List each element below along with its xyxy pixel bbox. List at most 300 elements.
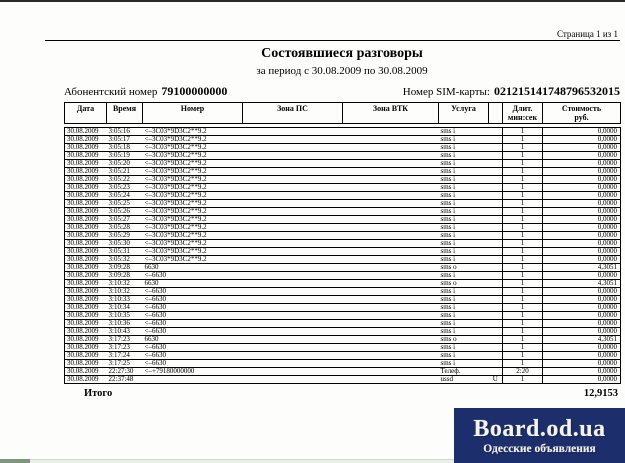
cell-c-cost: 0,0000: [543, 256, 621, 264]
cell-c-flag: [489, 272, 503, 280]
cell-c-date: 30.08.2009: [67, 223, 99, 232]
cell-c-number: <–3C03*9D3C2**9.2: [144, 135, 207, 144]
cell-c-flag: [489, 208, 503, 216]
cell-c-flag: [489, 176, 503, 184]
cell-c-flag: [489, 368, 503, 376]
cell-c-ps: [243, 296, 343, 304]
cell-c-cost: 0,0000: [543, 320, 621, 328]
cell-c-dur: 1: [503, 152, 543, 160]
cell-c-number: <–3C03*9D3C2**9.2: [144, 159, 207, 168]
cell-c-ps: [243, 288, 343, 296]
cell-c-ps: [243, 160, 343, 168]
cell-c-dur: 1: [503, 264, 543, 272]
table-row: [65, 272, 621, 280]
cell-c-vtk: [343, 360, 439, 368]
cell-c-number: <–3C03*9D3C2**9.2: [144, 191, 207, 200]
cell-c-service: sms i: [440, 359, 456, 368]
cell-c-dur: 1: [503, 216, 543, 224]
cell-c-cost: 0,0000: [543, 232, 621, 240]
cell-c-ps: [243, 344, 343, 352]
cell-c-time: 3:05:29: [108, 231, 130, 240]
cell-c-ps: [243, 176, 343, 184]
cell-c-ps: [243, 232, 343, 240]
cell-c-time: 3:17:25: [108, 359, 130, 368]
cell-c-date: 30.08.2009: [67, 143, 99, 152]
cell-c-service: sms i: [440, 215, 456, 224]
cell-c-dur: 1: [503, 256, 543, 264]
cell-c-cost: 4,3051: [543, 264, 621, 272]
cell-c-time: 3:05:32: [108, 255, 130, 264]
cell-c-time: 3:09:28: [108, 271, 130, 280]
cell-c-number: <–3C03*9D3C2**9.2: [144, 231, 207, 240]
cell-c-ps: [243, 328, 343, 336]
cell-c-dur: 1: [503, 224, 543, 232]
cell-c-cost: 0,0000: [543, 376, 621, 384]
cell-c-service: sms i: [440, 135, 456, 144]
cell-c-ps: [243, 312, 343, 320]
cell-c-flag: [489, 128, 503, 136]
cell-c-ps: [243, 272, 343, 280]
cell-c-service: sms i: [440, 239, 456, 248]
table-row: [65, 216, 621, 224]
cell-c-number: <–3C03*9D3C2**9.2: [144, 127, 207, 136]
cell-c-number: <–3C03*9D3C2**9.2: [144, 199, 207, 208]
cell-c-time: 3:05:16: [108, 127, 130, 136]
cell-c-dur: 1: [503, 240, 543, 248]
cell-c-dur: 1: [503, 208, 543, 216]
subscriber-number-group: [64, 84, 227, 99]
cell-c-flag: [489, 216, 503, 224]
cell-c-vtk: [343, 184, 439, 192]
cell-c-cost: 0,0000: [543, 360, 621, 368]
cell-c-cost: 0,0000: [543, 368, 621, 376]
cell-c-ps: [243, 136, 343, 144]
totals-value: 12,9153: [583, 388, 618, 400]
cell-c-dur: 1: [503, 128, 543, 136]
cell-c-vtk: [343, 208, 439, 216]
cell-c-dur: 1: [503, 320, 543, 328]
cell-c-dur: 1: [503, 168, 543, 176]
cell-c-dur: 1: [503, 272, 543, 280]
calls-table: [64, 127, 621, 384]
page-number: Страница 1 из 1: [557, 29, 618, 39]
cell-c-flag: [489, 256, 503, 264]
cell-c-dur: 1: [503, 232, 543, 240]
cell-c-ps: [243, 200, 343, 208]
cell-c-cost: 0,0000: [543, 272, 621, 280]
cell-c-date: 30.08.2009: [67, 279, 99, 288]
cell-c-number: <–3C03*9D3C2**9.2: [144, 223, 207, 232]
cell-c-vtk: [343, 352, 439, 360]
header-rule: [45, 40, 620, 41]
cell-c-date: 30.08.2009: [67, 175, 99, 184]
cell-c-number: <–6630: [144, 359, 166, 368]
cell-c-ps: [243, 152, 343, 160]
cell-c-flag: [489, 312, 503, 320]
cell-c-vtk: [343, 192, 439, 200]
cell-c-service: sms i: [440, 351, 456, 360]
cell-c-time: 3:10:32: [108, 287, 130, 296]
sim-number-group: [403, 84, 620, 99]
cell-c-flag: [489, 248, 503, 256]
cell-c-time: 3:10:36: [108, 319, 130, 328]
cell-c-time: 3:17:23: [108, 335, 130, 344]
cell-c-cost: 0,0000: [543, 304, 621, 312]
cell-c-time: 3:10:32: [108, 279, 130, 288]
cell-c-service: sms i: [440, 199, 456, 208]
cell-c-service: sms i: [440, 127, 456, 136]
cell-c-ps: [243, 184, 343, 192]
cell-c-date: 30.08.2009: [67, 239, 99, 248]
cell-c-date: 30.08.2009: [67, 159, 99, 168]
cell-c-dur: 1: [503, 280, 543, 288]
table-row: [65, 168, 621, 176]
account-line: [64, 84, 620, 99]
cell-c-time: 22:37:48: [108, 375, 134, 384]
cell-c-vtk: [343, 200, 439, 208]
cell-c-service: sms i: [440, 255, 456, 264]
cell-c-vtk: [343, 344, 439, 352]
cell-c-vtk: [343, 136, 439, 144]
cell-c-date: 30.08.2009: [67, 263, 99, 272]
table-row: [65, 376, 621, 384]
cell-c-service: sms i: [440, 167, 456, 176]
cell-c-date: 30.08.2009: [67, 327, 99, 336]
cell-c-vtk: [343, 216, 439, 224]
cell-c-service: sms o: [440, 263, 457, 272]
cell-c-dur: 1: [503, 160, 543, 168]
cell-c-number: <–3C03*9D3C2**9.2: [144, 255, 207, 264]
cell-c-time: 3:05:25: [108, 199, 130, 208]
cell-c-ps: [243, 192, 343, 200]
column-header-c-dur: Длит. мин:сек: [503, 103, 543, 124]
cell-c-dur: 1: [503, 304, 543, 312]
cell-c-number: <–+79180000000: [144, 367, 195, 376]
cell-c-date: 30.08.2009: [67, 135, 99, 144]
cell-c-date: 30.08.2009: [67, 151, 99, 160]
cell-c-date: 30.08.2009: [67, 367, 99, 376]
cell-c-service: sms i: [440, 143, 456, 152]
cell-c-time: 3:10:34: [108, 303, 130, 312]
table-row: [65, 200, 621, 208]
cell-c-date: 30.08.2009: [67, 287, 99, 296]
cell-c-date: 30.08.2009: [67, 199, 99, 208]
cell-c-flag: [489, 336, 503, 344]
cell-c-flag: [489, 328, 503, 336]
call-rows: [65, 128, 621, 384]
cell-c-service: sms i: [440, 231, 456, 240]
cell-c-time: 3:09:28: [108, 263, 130, 272]
table-row: [65, 184, 621, 192]
cell-c-date: 30.08.2009: [67, 167, 99, 176]
table-row: [65, 136, 621, 144]
cell-c-dur: 1: [503, 328, 543, 336]
cell-c-cost: 0,0000: [543, 128, 621, 136]
cell-c-ps: [243, 256, 343, 264]
cell-c-flag: [489, 280, 503, 288]
cell-c-number: 6630: [144, 335, 159, 344]
cell-c-dur: 1: [503, 296, 543, 304]
cell-c-service: sms i: [440, 287, 456, 296]
column-header-c-service: Услуга: [439, 103, 489, 124]
cell-c-cost: 0,0000: [543, 200, 621, 208]
cell-c-dur: 1: [503, 176, 543, 184]
cell-c-ps: [243, 264, 343, 272]
cell-c-vtk: [343, 336, 439, 344]
cell-c-dur: 1: [503, 312, 543, 320]
cell-c-vtk: [343, 128, 439, 136]
cell-c-service: sms i: [440, 311, 456, 320]
cell-c-service: Телеф.: [440, 367, 461, 376]
table-row: [65, 280, 621, 288]
cell-c-service: sms i: [440, 303, 456, 312]
cell-c-flag: [489, 288, 503, 296]
cell-c-time: 22:27:30: [108, 367, 134, 376]
calls-table-header: [64, 102, 621, 124]
cell-c-service: sms i: [440, 327, 456, 336]
cell-c-date: 30.08.2009: [67, 231, 99, 240]
cell-c-date: 30.08.2009: [67, 375, 99, 384]
table-row: [65, 128, 621, 136]
sim-number-value: 021215141748796532015: [494, 84, 620, 98]
cell-c-vtk: [343, 144, 439, 152]
cell-c-dur: 1: [503, 344, 543, 352]
report-period: за период с 30.08.2009 по 30.08.2009: [256, 65, 428, 77]
cell-c-cost: 0,0000: [543, 208, 621, 216]
cell-c-time: 3:05:19: [108, 151, 130, 160]
cell-c-flag: [489, 144, 503, 152]
cell-c-vtk: [343, 152, 439, 160]
cell-c-service: sms i: [440, 319, 456, 328]
table-row: [65, 360, 621, 368]
table-row: [65, 328, 621, 336]
cell-c-number: <–6630: [144, 319, 166, 328]
cell-c-cost: 0,0000: [543, 176, 621, 184]
cell-c-cost: 0,0000: [543, 184, 621, 192]
table-row: [65, 248, 621, 256]
cell-c-service: sms i: [440, 151, 456, 160]
cell-c-service: sms i: [440, 191, 456, 200]
cell-c-vtk: [343, 320, 439, 328]
cell-c-vtk: [343, 224, 439, 232]
cell-c-service: sms i: [440, 295, 456, 304]
table-row: [65, 176, 621, 184]
watermark-brand[interactable]: Board.od.ua: [473, 416, 606, 443]
cell-c-date: 30.08.2009: [67, 343, 99, 352]
table-row: [65, 304, 621, 312]
cell-c-cost: 0,0000: [543, 240, 621, 248]
report-sheet: [64, 2, 620, 399]
cell-c-date: 30.08.2009: [67, 359, 99, 368]
cell-c-cost: 0,0000: [543, 328, 621, 336]
cell-c-time: 3:17:23: [108, 343, 130, 352]
table-row: [65, 152, 621, 160]
cell-c-flag: [489, 192, 503, 200]
bottom-strip: [0, 459, 456, 463]
cell-c-number: <–3C03*9D3C2**9.2: [144, 143, 207, 152]
cell-c-time: 3:10:35: [108, 311, 130, 320]
cell-c-cost: 0,0000: [543, 344, 621, 352]
cell-c-flag: [489, 344, 503, 352]
cell-c-service: sms i: [440, 271, 456, 280]
table-row: [65, 336, 621, 344]
cell-c-time: 3:05:31: [108, 247, 130, 256]
cell-c-ps: [243, 360, 343, 368]
cell-c-flag: [489, 224, 503, 232]
column-header-row: [65, 103, 621, 124]
cell-c-number: <–6630: [144, 351, 166, 360]
watermark-banner[interactable]: [454, 408, 625, 463]
cell-c-date: 30.08.2009: [67, 183, 99, 192]
cell-c-cost: 0,0000: [543, 224, 621, 232]
cell-c-number: <–3C03*9D3C2**9.2: [144, 207, 207, 216]
cell-c-vtk: [343, 280, 439, 288]
cell-c-date: 30.08.2009: [67, 247, 99, 256]
cell-c-date: 30.08.2009: [67, 311, 99, 320]
table-row: [65, 288, 621, 296]
cell-c-flag: [489, 184, 503, 192]
cell-c-flag: [489, 232, 503, 240]
cell-c-vtk: [343, 304, 439, 312]
cell-c-dur: 1: [503, 192, 543, 200]
cell-c-cost: 0,0000: [543, 312, 621, 320]
cell-c-time: 3:05:22: [108, 175, 130, 184]
cell-c-service: sms i: [440, 183, 456, 192]
cell-c-cost: 0,0000: [543, 216, 621, 224]
cell-c-date: 30.08.2009: [67, 207, 99, 216]
cell-c-date: 30.08.2009: [67, 295, 99, 304]
column-header-c-vtk: Зона ВТК: [343, 103, 439, 124]
cell-c-flag: [489, 160, 503, 168]
table-row: [65, 320, 621, 328]
cell-c-number: <–3C03*9D3C2**9.2: [144, 239, 207, 248]
cell-c-time: 3:17:24: [108, 351, 130, 360]
table-row: [65, 160, 621, 168]
cell-c-vtk: [343, 264, 439, 272]
cell-c-vtk: [343, 232, 439, 240]
sim-number-label: Номер SIM-карты:: [402, 86, 490, 98]
cell-c-ps: [243, 216, 343, 224]
cell-c-flag: [489, 152, 503, 160]
cell-c-date: 30.08.2009: [67, 127, 99, 136]
table-row: [65, 208, 621, 216]
cell-c-date: 30.08.2009: [67, 255, 99, 264]
table-row: [65, 232, 621, 240]
cell-c-number: <–6630: [144, 327, 166, 336]
cell-c-number: <–6630: [144, 271, 166, 280]
report-title: Состоявшиеся разговоры: [261, 46, 423, 61]
cell-c-dur: 2:20: [503, 368, 543, 376]
cell-c-time: 3:05:17: [108, 135, 130, 144]
table-row: [65, 264, 621, 272]
cell-c-cost: 0,0000: [543, 136, 621, 144]
cell-c-cost: 0,0000: [543, 192, 621, 200]
cell-c-cost: 0,0000: [543, 160, 621, 168]
cell-c-vtk: [343, 296, 439, 304]
cell-c-service: sms i: [440, 343, 456, 352]
table-row: [65, 192, 621, 200]
cell-c-dur: 1: [503, 360, 543, 368]
cell-c-dur: 1: [503, 144, 543, 152]
cell-c-vtk: [343, 176, 439, 184]
cell-c-service: sms o: [440, 335, 457, 344]
cell-c-ps: [243, 352, 343, 360]
cell-c-vtk: [343, 312, 439, 320]
cell-c-time: 3:10:33: [108, 295, 130, 304]
cell-c-number: <–3C03*9D3C2**9.2: [144, 183, 207, 192]
cell-c-number: <–3C03*9D3C2**9.2: [144, 167, 207, 176]
cell-c-cost: 0,0000: [543, 152, 621, 160]
cell-c-vtk: [343, 160, 439, 168]
watermark-tagline: Одесские объявления: [483, 443, 596, 456]
cell-c-number: <–6630: [144, 343, 166, 352]
cell-c-ps: [243, 336, 343, 344]
cell-c-dur: 1: [503, 336, 543, 344]
cell-c-vtk: [343, 256, 439, 264]
cell-c-dur: 1: [503, 200, 543, 208]
cell-c-service: ussd: [440, 375, 453, 384]
table-row: [65, 256, 621, 264]
cell-c-number: <–6630: [144, 287, 166, 296]
cell-c-flag: [489, 320, 503, 328]
cell-c-cost: 0,0000: [543, 168, 621, 176]
column-header-c-cost: Стоимость руб.: [543, 103, 621, 124]
cell-c-time: 3:05:24: [108, 191, 130, 200]
cell-c-number: <–3C03*9D3C2**9.2: [144, 247, 207, 256]
subscriber-number-value: 79100000000: [161, 84, 228, 98]
cell-c-flag: [489, 352, 503, 360]
table-row: [65, 296, 621, 304]
totals-line: [64, 388, 620, 399]
cell-c-number: <–6630: [144, 311, 166, 320]
cell-c-flag: [489, 360, 503, 368]
column-header-c-flag: [489, 103, 503, 124]
column-header-c-time: Время: [107, 103, 143, 124]
cell-c-number: <–3C03*9D3C2**9.2: [144, 215, 207, 224]
cell-c-date: 30.08.2009: [67, 319, 99, 328]
cell-c-flag: [489, 136, 503, 144]
cell-c-cost: 0,0000: [543, 352, 621, 360]
cell-c-ps: [243, 208, 343, 216]
cell-c-time: 3:05:23: [108, 183, 130, 192]
cell-c-service: sms o: [440, 279, 457, 288]
cell-c-ps: [243, 320, 343, 328]
cell-c-vtk: [343, 272, 439, 280]
table-row: [65, 352, 621, 360]
cell-c-vtk: [343, 288, 439, 296]
cell-c-number: <–3C03*9D3C2**9.2: [144, 151, 207, 160]
table-row: [65, 144, 621, 152]
table-row: [65, 312, 621, 320]
cell-c-time: 3:05:27: [108, 215, 130, 224]
cell-c-time: 3:05:30: [108, 239, 130, 248]
cell-c-service: sms i: [440, 247, 456, 256]
cell-c-ps: [243, 224, 343, 232]
cell-c-date: 30.08.2009: [67, 335, 99, 344]
cell-c-number: 6630: [144, 279, 159, 288]
cell-c-ps: [243, 248, 343, 256]
cell-c-cost: 0,0000: [543, 144, 621, 152]
cell-c-ps: [243, 376, 343, 384]
table-row: [65, 224, 621, 232]
bottom-strip-corner: [0, 459, 30, 463]
cell-c-cost: 0,0000: [543, 296, 621, 304]
cell-c-ps: [243, 168, 343, 176]
cell-c-date: 30.08.2009: [67, 303, 99, 312]
cell-c-cost: 4,3051: [543, 336, 621, 344]
cell-c-date: 30.08.2009: [67, 351, 99, 360]
cell-c-service: sms i: [440, 223, 456, 232]
